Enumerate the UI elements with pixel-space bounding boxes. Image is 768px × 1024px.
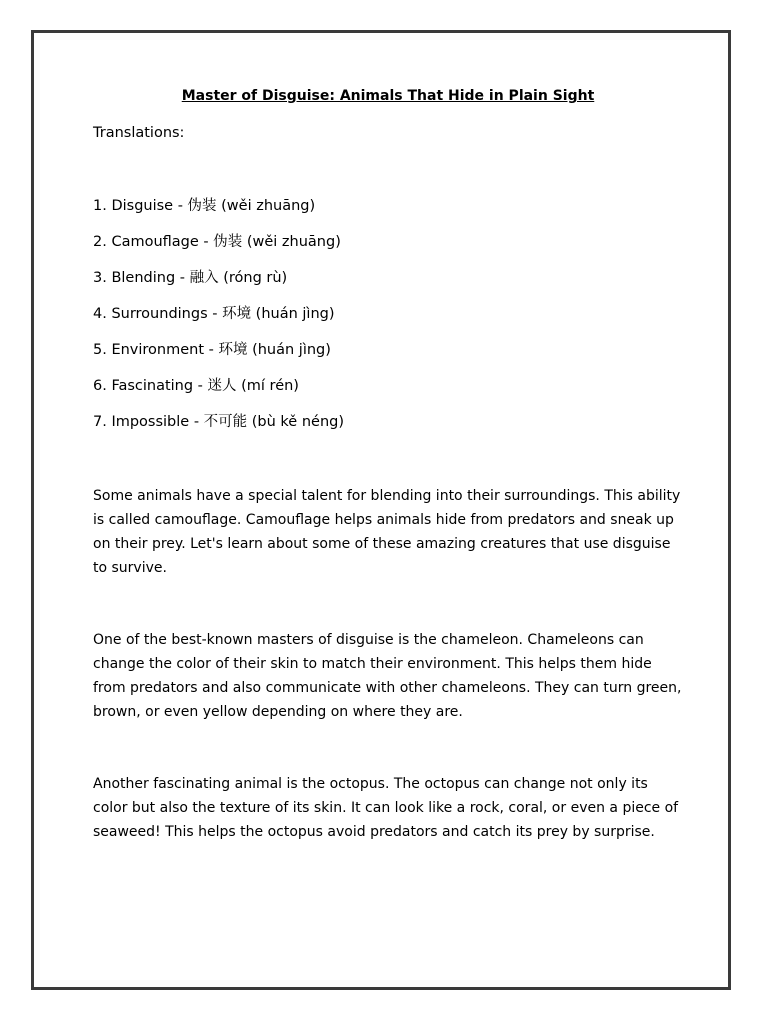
translation-item: 1. Disguise - 伪装 (wěi zhuāng) bbox=[93, 198, 316, 214]
paragraph-octopus: Another fascinating animal is the octopus. The octopus can change not only its color but also the texture of its skin. It can look like a rock, coral, or even a piece of seaweed! This helps the octopus avoid predators and catch its prey by surprise. bbox=[93, 776, 679, 840]
translations-list bbox=[93, 196, 344, 448]
paragraph-intro: Some animals have a special talent for blending into their surroundings. This ability is called camouflage. Camouflage helps animals hide from predators and sneak up on their prey. Let's learn about some of these amazing creatures that use disguise to survive. bbox=[93, 488, 681, 576]
translation-item: 2. Camouflage - 伪装 (wěi zhuāng) bbox=[93, 234, 341, 250]
translation-item: 4. Surroundings - 环境 (huán jìng) bbox=[93, 306, 335, 322]
translations-label: Translations: bbox=[93, 125, 185, 141]
paragraph-chameleon: One of the best-known masters of disguise is the chameleon. Chameleons can change the color of their skin to match their environment. This helps them hide from predators and also communicate with other chameleons. They can turn green, brown, or even yellow depending on where they are. bbox=[93, 632, 682, 720]
translation-item: 7. Impossible - 不可能 (bù kě néng) bbox=[93, 414, 345, 430]
translation-item: 3. Blending - 融入 (róng rù) bbox=[93, 270, 288, 286]
translation-item: 5. Environment - 环境 (huán jìng) bbox=[93, 342, 331, 358]
document-title: Master of Disguise: Animals That Hide in Plain Sight bbox=[181, 88, 595, 104]
translation-item: 6. Fascinating - 迷人 (mí rén) bbox=[93, 378, 299, 394]
